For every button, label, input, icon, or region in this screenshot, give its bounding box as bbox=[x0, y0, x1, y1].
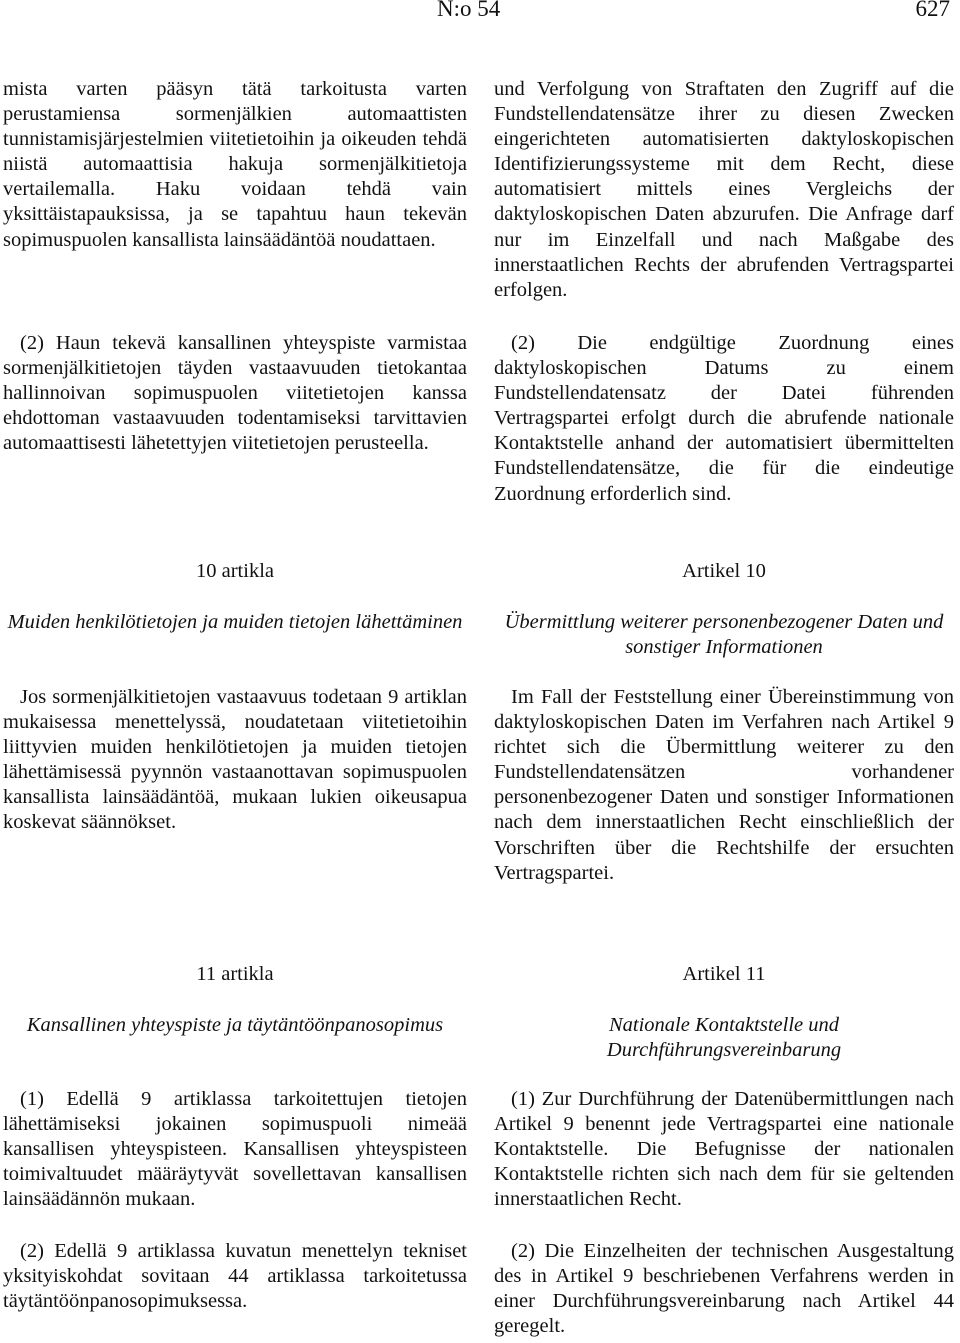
fi-article-10-body bbox=[3, 685, 467, 836]
de-article-10-title: Übermittlung weiterer personenbezogener Daten und sonstiger Informationen bbox=[504, 611, 944, 659]
de-article-11-para-1 bbox=[494, 1087, 954, 1212]
issue-number: N:o 54 bbox=[437, 0, 501, 21]
de-section-9-paragraph-2 bbox=[494, 331, 954, 507]
fi-article-11-title: Kansallinen yhteyspiste ja täytäntöönpanosopimus bbox=[26, 1014, 444, 1036]
page-number: 627 bbox=[915, 0, 950, 21]
de-article-11-title: Nationale Kontaktstelle und Durchführungsvereinbarung bbox=[606, 1014, 842, 1062]
de-intro-text: und Verfolgung von Straftaten den Zugriff auf die Fundstellendatensätze ihrer zu diesen Zwecken eingerichteten automatisierten daktyloskopischen Identifizierungssysteme mit dem Recht, diese automatisiert mittels eines Vergleichs der daktyloskopischen Daten abzurufen. Die Anfrage darf nur im Einzelfall und nach Maßgabe des innerstaatlichen Rechts der abrufenden Vertragspartei erfolgen. bbox=[494, 78, 954, 301]
fi-article-10-text: Jos sormenjälkitietojen vastaavuus todetaan 9 artiklan mukaisessa menettelyssä, noudatetaan viitetietoihin liittyvien muiden henkilötietojen ja muiden tietojen lähettämisessä pyynnön vastaanottavan sopimuspuolen kansallista lainsäädäntöä, mukaan lukien oikeusapua koskevat säännökset. bbox=[3, 686, 467, 834]
fi-article-10-title: Muiden henkilötietojen ja muiden tietojen lähettäminen bbox=[7, 611, 463, 633]
fi-section-9-paragraph-2 bbox=[3, 331, 467, 456]
fi-article-10-number: 10 artikla bbox=[196, 560, 274, 582]
de-article-11-para-2 bbox=[494, 1239, 954, 1339]
fi-article-11-para-1 bbox=[3, 1087, 467, 1212]
de-article-11-number: Artikel 11 bbox=[682, 963, 766, 985]
fi-para-2-text: (2) Haun tekevä kansallinen yhteyspiste varmistaa sormenjälkitietojen täyden vastaavuuden tietokantaa hallinnoivan sopimuspuolen viitetietojen kanssa ehdottoman vastaavuuden todentamiseksi tarvittavien automaattisesti lähetettyjen viitetietojen perusteella. bbox=[3, 332, 467, 455]
fi-intro-paragraph bbox=[3, 77, 467, 253]
de-article-11-para-2-text: (2) Die Einzelheiten der technischen Ausgestaltung des in Artikel 9 beschriebenen Verfahrens werden in einer Durchführungsvereinbarung nach Artikel 44 geregelt. bbox=[494, 1240, 954, 1338]
de-intro-paragraph bbox=[494, 77, 954, 303]
fi-article-11-para-2 bbox=[3, 1239, 467, 1314]
fi-intro-text: mista varten pääsyn tätä tarkoitusta varten perustamiensa sormenjälkien automaattisten tunnistamisjärjestelmien viitetietoihin ja oikeuden tehdä niistä automaattisia hakuja sormenjälkitietoja vertailemalla. Haku voidaan tehdä vain yksittäistapauksissa, ja se tapahtuu haun tekevän sopimuspuolen kansallista lainsäädäntöä noudattaen. bbox=[3, 78, 467, 251]
fi-article-11-para-2-text: (2) Edellä 9 artiklassa kuvatun menettelyn tekniset yksityiskohdat sovitaan 44 artiklassa tarkoitetussa täytäntöönpanosopimuksessa. bbox=[3, 1240, 467, 1313]
fi-article-11-number: 11 artikla bbox=[196, 963, 274, 985]
de-article-10-body bbox=[494, 685, 954, 886]
de-article-10-number: Artikel 10 bbox=[682, 560, 766, 582]
de-article-11-para-1-text: (1) Zur Durchführung der Datenübermittlungen nach Artikel 9 benennt jede Vertragspartei eine nationale Kontaktstelle. Die Befugnisse der nationalen Kontaktstelle richten sich nach dem für sie geltenden innerstaatlichen Recht. bbox=[494, 1088, 954, 1211]
de-para-2-text: (2) Die endgültige Zuordnung eines daktyloskopischen Datums zu einem Fundstellendatensatz der Datei führenden Vertragspartei erfolgt durch die abrufende nationale Kontaktstelle anhand der automatisiert übermittelten Fundstellendatensätze, die für die eindeutige Zuordnung erforderlich sind. bbox=[494, 332, 954, 505]
de-article-10-text: Im Fall der Feststellung einer Übereinstimmung von daktyloskopischen Daten im Verfahren nach Artikel 9 richtet sich die Übermittlung weiterer zu den Fundstellendatensätzen vorhandener personenbezogener Daten und sonstiger Informationen nach dem innerstaatlichen Recht einschließlich der Vorschriften über die Rechtshilfe der ersuchten Vertragspartei. bbox=[494, 686, 954, 884]
fi-article-11-para-1-text: (1) Edellä 9 artiklassa tarkoitettujen tietojen lähettämiseksi jokainen sopimuspuoli nimeää kansallisen yhteyspisteen. Kansallisen yhteyspisteen toimivaltuudet määräytyvät sovellettavan kansallisen lainsäädännön mukaan. bbox=[3, 1088, 467, 1211]
